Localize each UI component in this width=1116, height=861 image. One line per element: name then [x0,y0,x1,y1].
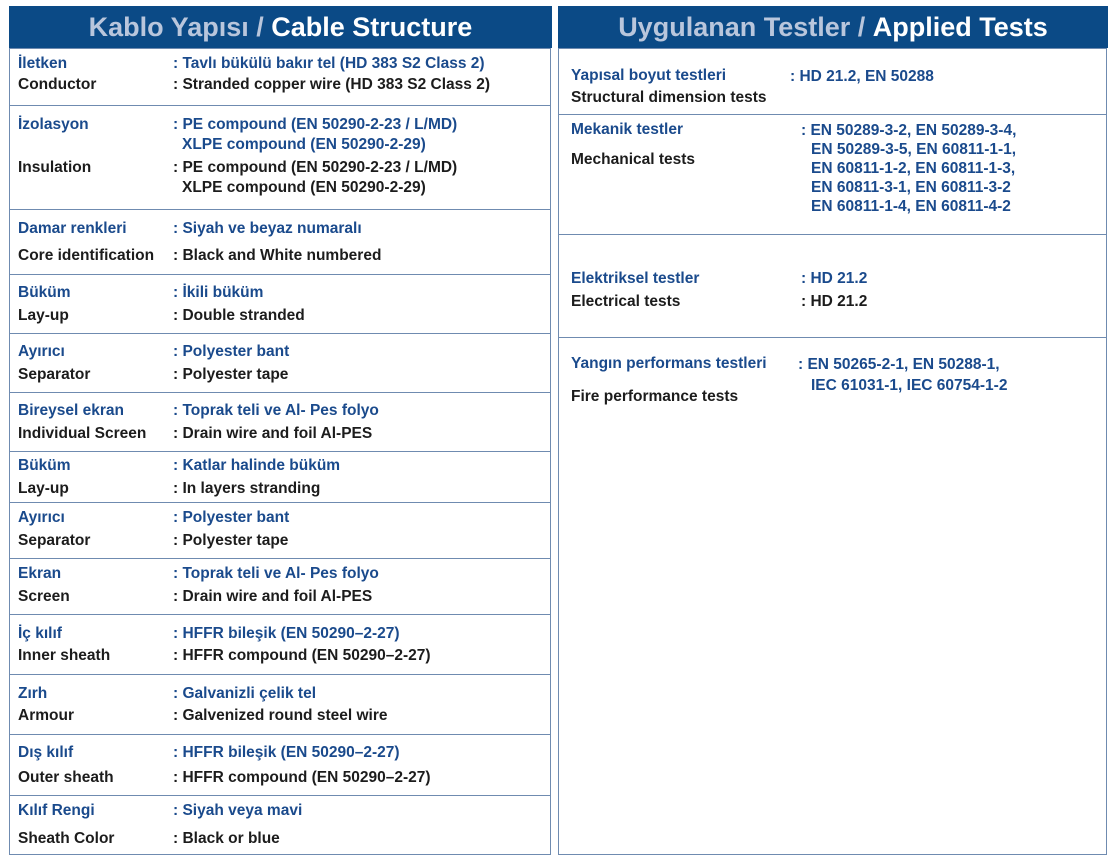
header-en: Cable Structure [271,11,473,42]
sheath-color-section [10,796,550,851]
header-tr: Uygulanan Testler / [618,11,866,42]
electrical-tests-section [559,235,1106,338]
value-tr-2: XLPE compound (EN 50290-2-29) [182,136,426,153]
label-en: Sheath Color [18,830,115,847]
value-tr: : Katlar halinde büküm [173,457,341,474]
label-en: Fire performance tests [571,388,739,405]
label-en: Screen [18,588,70,605]
label-tr: Damar renkleri [18,220,127,237]
value-tr: : HD 21.2 [801,270,868,287]
applied-tests-header [558,6,1108,48]
screen-section [10,559,550,615]
label-tr: İzolasyon [18,116,89,133]
value-en: : Polyester tape [173,366,289,383]
label-tr: Kılıf Rengi [18,802,95,819]
label-en: Outer sheath [18,769,114,786]
value-line: EN 60811-3-1, EN 60811-3-2 [811,179,1011,196]
value-tr: : İkili büküm [173,284,264,301]
value-en: : Black and White numbered [173,247,382,264]
label-en: Mechanical tests [571,151,696,168]
label-tr: Dış kılıf [18,744,74,761]
value-en: : Polyester tape [173,532,289,549]
label-en: Inner sheath [18,647,111,664]
value-tr: : HFFR bileşik (EN 50290–2-27) [173,625,400,642]
label-tr: İç kılıf [18,625,62,642]
value-en: : Drain wire and foil Al-PES [173,588,373,605]
value-en-2: XLPE compound (EN 50290-2-29) [182,179,426,196]
value-en: : HFFR compound (EN 50290–2-27) [173,769,431,786]
label-en: Structural dimension tests [571,89,767,106]
value-en: : In layers stranding [173,480,321,497]
individual-screen-section [10,393,550,452]
label-tr: Ekran [18,565,62,582]
value-en: : Double stranded [173,307,305,324]
value-en: : Stranded copper wire (HD 383 S2 Class 2) [173,76,490,93]
value-line: EN 60811-1-4, EN 60811-4-2 [811,198,1011,215]
cable-structure-panel [9,48,551,855]
label-en: Core identification [18,247,155,264]
label-en: Insulation [18,159,92,176]
label-tr: Zırh [18,685,48,702]
separator-section-2 [10,503,550,559]
value-tr: : Polyester bant [173,509,290,526]
core-identification-section [10,210,550,275]
label-tr: Bireysel ekran [18,402,124,419]
label-en: Lay-up [18,480,69,497]
value-en: : HD 21.2 [801,293,868,310]
label-en: Separator [18,532,91,549]
header-en: Applied Tests [872,11,1048,42]
label-tr: Yangın performans testleri [571,355,767,372]
value-tr: : Siyah veya mavi [173,802,303,819]
value-line: EN 60811-1-2, EN 60811-1-3, [811,160,1016,177]
label-tr: Elektriksel testler [571,270,700,287]
value-tr: : Galvanizli çelik tel [173,685,317,702]
label-en: Conductor [18,76,97,93]
value-en: : Drain wire and foil Al-PES [173,425,373,442]
layup-section [10,275,550,334]
applied-tests-panel [558,48,1107,855]
layup-section-2 [10,452,550,503]
fire-performance-tests-section [559,338,1106,850]
label-tr: Büküm [18,457,71,474]
value-line: : EN 50289-3-2, EN 50289-3-4, [801,122,1017,139]
insulation-section [10,106,550,210]
value-line: : EN 50265-2-1, EN 50288-1, [798,356,1000,373]
value-tr: : HFFR bileşik (EN 50290–2-27) [173,744,400,761]
value-en: : HFFR compound (EN 50290–2-27) [173,647,431,664]
value-tr: : Polyester bant [173,343,290,360]
value-en: : Galvenized round steel wire [173,707,388,724]
value-tr: : Tavlı bükülü bakır tel (HD 383 S2 Class 2) [173,55,485,72]
value-line: IEC 61031-1, IEC 60754-1-2 [811,377,1008,394]
label-tr: Mekanik testler [571,121,683,138]
value-line: : HD 21.2, EN 50288 [790,68,934,85]
inner-sheath-section [10,615,550,675]
label-en: Armour [18,707,74,724]
structural-dimension-tests-section [559,49,1106,115]
value-line: EN 50289-3-5, EN 60811-1-1, [811,141,1017,158]
label-tr: Yapısal boyut testleri [571,67,727,84]
value-en: : PE compound (EN 50290-2-23 / L/MD) [173,159,458,176]
cable-structure-header [9,6,552,48]
conductor-section [10,49,550,106]
label-en: Individual Screen [18,425,147,442]
label-en: Lay-up [18,307,69,324]
armour-section [10,675,550,735]
separator-section [10,334,550,393]
outer-sheath-section [10,735,550,796]
label-tr: Ayırıcı [18,509,65,526]
value-tr: : PE compound (EN 50290-2-23 / L/MD) [173,116,458,133]
label-tr: İletken [18,55,68,72]
value-tr: : Siyah ve beyaz numaralı [173,220,362,237]
mechanical-tests-section [559,115,1106,235]
value-tr: : Toprak teli ve Al- Pes folyo [173,402,379,419]
value-en: : Black or blue [173,830,280,847]
label-en: Electrical tests [571,293,681,310]
label-en: Separator [18,366,91,383]
label-tr: Ayırıcı [18,343,65,360]
value-tr: : Toprak teli ve Al- Pes folyo [173,565,379,582]
header-tr: Kablo Yapısı / [88,11,264,42]
label-tr: Büküm [18,284,71,301]
